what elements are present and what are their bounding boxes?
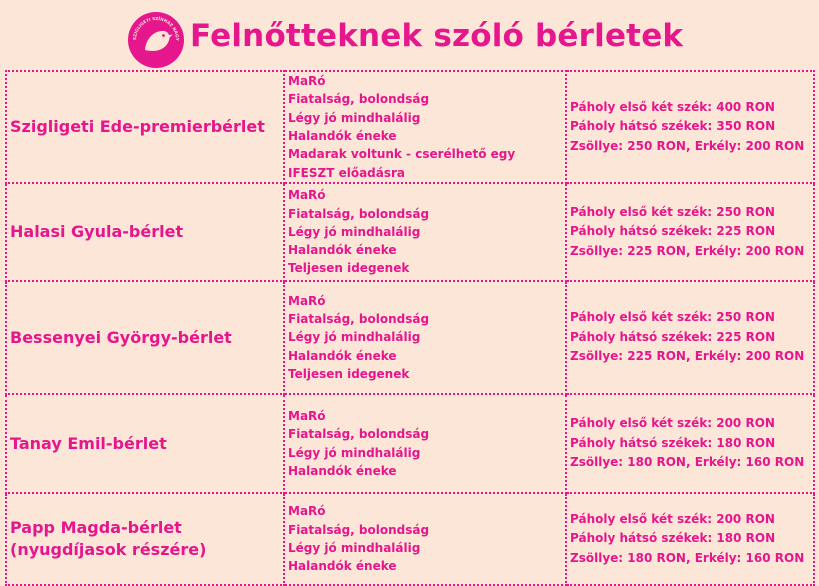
pass-name-cell xyxy=(6,183,284,281)
price-item: Zsöllye: 180 RON, Erkély: 160 RON xyxy=(570,550,805,565)
price-item: Páholy hátsó székek: 225 RON xyxy=(570,329,776,344)
play-item: Légy jó mindhalálig xyxy=(288,541,421,555)
play-item: MaRó xyxy=(288,188,326,203)
prices-cell xyxy=(566,493,814,585)
pass-name-cell xyxy=(6,71,284,183)
plays-cell xyxy=(284,493,566,585)
price-item: Páholy első két szék: 200 RON xyxy=(570,416,775,431)
play-item: Fiatalság, bolondság xyxy=(288,92,430,107)
season-pass-table xyxy=(5,70,815,586)
bird-logo-icon xyxy=(128,12,184,68)
play-item: Teljesen idegenek xyxy=(288,366,410,381)
price-item: Páholy hátsó székek: 180 RON xyxy=(570,435,776,450)
play-item: Légy jó mindhalálig xyxy=(288,224,421,239)
play-item: Madarak voltunk - cserélhető egy IFESZT előadásra xyxy=(288,147,516,180)
page-header xyxy=(0,0,819,70)
table-row xyxy=(6,183,814,281)
table-row xyxy=(6,493,814,585)
play-item: Fiatalság, bolondság xyxy=(288,312,430,327)
prices-cell xyxy=(566,394,814,493)
play-item: Halandók éneke xyxy=(288,129,397,143)
pass-name: Halasi Gyula-bérlet xyxy=(10,222,184,241)
table-row xyxy=(6,281,814,394)
play-item: Fiatalság, bolondság xyxy=(288,522,430,537)
play-item: Halandók éneke xyxy=(288,243,397,258)
play-item: MaRó xyxy=(288,74,326,89)
prices-cell xyxy=(566,71,814,183)
play-item: Halandók éneke xyxy=(288,463,397,478)
pass-name-note: (nyugdíjasok részére) xyxy=(10,540,207,559)
play-item: Fiatalság, bolondság xyxy=(288,427,430,442)
play-item: Halandók éneke xyxy=(288,348,397,363)
price-item: Páholy hátsó székek: 225 RON xyxy=(570,224,776,239)
play-item: Halandók éneke xyxy=(288,559,397,574)
price-item: Zsöllye: 225 RON, Erkély: 200 RON xyxy=(570,349,805,364)
pass-name: Szigligeti Ede-premierbérlet xyxy=(10,117,265,136)
logo-text: SZIGLIGETI SZÍNHÁZ NAGY xyxy=(131,15,181,41)
table-row xyxy=(6,394,814,493)
play-item: MaRó xyxy=(288,293,326,308)
pass-name-cell xyxy=(6,281,284,394)
price-item: Páholy hátsó székek: 350 RON xyxy=(570,119,776,134)
price-item: Páholy első két szék: 250 RON xyxy=(570,310,775,325)
play-item: Fiatalság, bolondság xyxy=(288,206,430,221)
plays-cell xyxy=(284,281,566,394)
price-item: Páholy első két szék: 250 RON xyxy=(570,204,775,219)
prices-cell xyxy=(566,281,814,394)
play-item: Légy jó mindhalálig xyxy=(288,330,421,345)
prices-cell xyxy=(566,183,814,281)
pass-name-cell xyxy=(6,493,284,585)
play-item: MaRó xyxy=(288,504,326,519)
plays-cell xyxy=(284,71,566,183)
plays-cell xyxy=(284,394,566,493)
pass-name: Tanay Emil-bérlet xyxy=(10,433,167,453)
table-row xyxy=(6,71,814,183)
price-item: Páholy hátsó székek: 180 RON xyxy=(570,531,776,546)
pass-name: Bessenyei György-bérlet xyxy=(10,327,232,347)
price-item: Zsöllye: 225 RON, Erkély: 200 RON xyxy=(570,243,805,258)
theatre-logo xyxy=(128,12,184,68)
play-item: Légy jó mindhalálig xyxy=(288,445,421,460)
price-item: Páholy első két szék: 200 RON xyxy=(570,511,775,526)
play-item: Teljesen idegenek xyxy=(288,261,410,276)
play-item: Légy jó mindhalálig xyxy=(288,110,421,125)
pass-name: Papp Magda-bérlet xyxy=(10,518,182,537)
plays-cell xyxy=(284,183,566,281)
price-item: Páholy első két szék: 400 RON xyxy=(570,99,775,114)
pass-name-cell xyxy=(6,394,284,493)
play-item: MaRó xyxy=(288,408,326,423)
page-title: Felnőtteknek szóló bérletek xyxy=(190,18,684,54)
price-item: Zsöllye: 180 RON, Erkély: 160 RON xyxy=(570,455,805,470)
price-item: Zsöllye: 250 RON, Erkély: 200 RON xyxy=(570,138,805,153)
